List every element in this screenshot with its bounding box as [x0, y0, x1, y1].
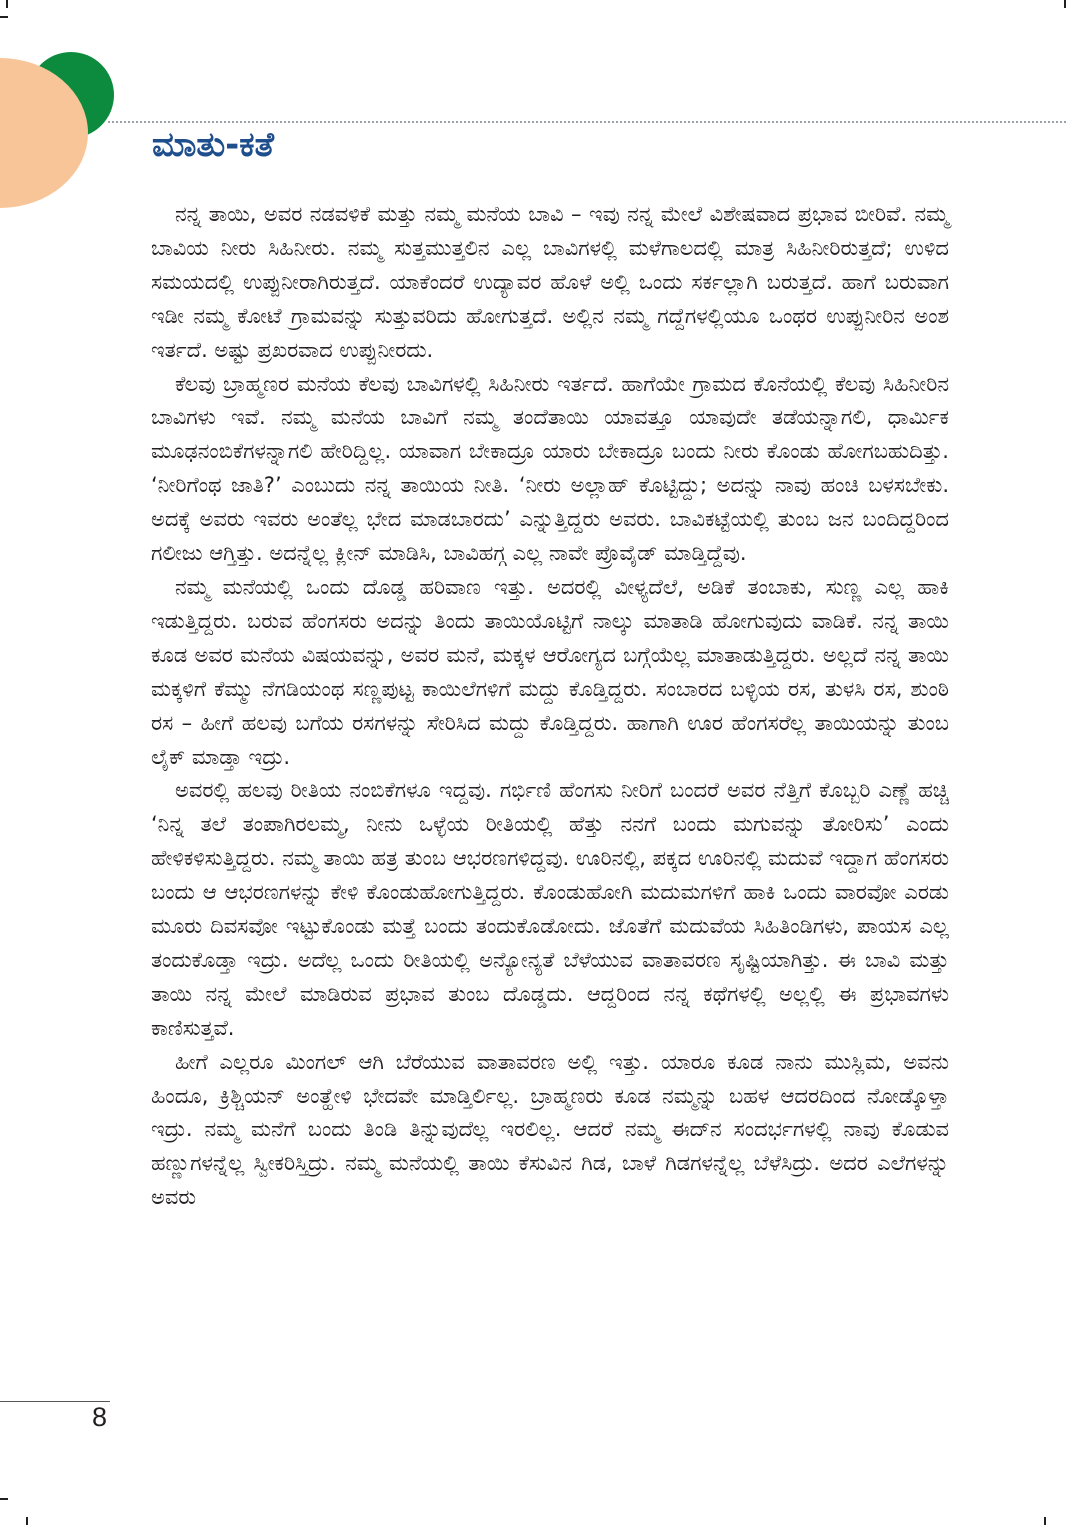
- paragraph: ನನ್ನ ತಾಯಿ, ಅವರ ನಡವಳಿಕೆ ಮತ್ತು ನಮ್ಮ ಮನೆಯ ಬಾವಿ – ಇವು ನನ್ನ ಮೇಲೆ ವಿಶೇಷವಾದ ಪ್ರಭಾವ ಬೀರಿವೆ. ನಮ್ಮ ಬಾವಿಯ ನೀರು ಸಿಹಿನೀರು. ನಮ್ಮ ಸುತ್ತಮುತ್ತಲಿನ ಎಲ್ಲ ಬಾವಿಗಳಲ್ಲಿ ಮಳೆಗಾಲದಲ್ಲಿ ಮಾತ್ರ ಸಿಹಿನೀರಿರುತ್ತದೆ; ಉಳಿದ ಸಮಯದಲ್ಲಿ ಉಪ್ಪುನೀರಾಗಿರುತ್ತದೆ. ಯಾಕೆಂದರೆ ಉದ್ಯಾವರ ಹೊಳೆ ಅಲ್ಲಿ ಒಂದು ಸರ್ಕಲ್ಲಾಗಿ ಬರುತ್ತದೆ. ಹಾಗೆ ಬರುವಾಗ ಇಡೀ ನಮ್ಮ ಕೋಟೆ ಗ್ರಾಮವನ್ನು ಸುತ್ತುವರಿದು ಹೋಗುತ್ತದೆ. ಅಲ್ಲಿನ ನಮ್ಮ ಗದ್ದೆಗಳಲ್ಲಿಯೂ ಒಂಥರ ಉಪ್ಪುನೀರಿನ ಅಂಶ ಇರ್ತದೆ. ಅಷ್ಟು ಪ್ರಖರವಾದ ಉಪ್ಪುನೀರದು.: [151, 202, 949, 362]
- chapter-title: ಮಾತು-ಕತೆ: [152, 125, 274, 165]
- paragraph: ಅವರಲ್ಲಿ ಹಲವು ರೀತಿಯ ನಂಬಿಕೆಗಳೂ ಇದ್ದವು. ಗರ್ಭಿಣಿ ಹೆಂಗಸು ನೀರಿಗೆ ಬಂದರೆ ಅವರ ನೆತ್ತಿಗೆ ಕೊಬ್ಬರಿ ಎಣ್ಣೆ ಹಚ್ಚಿ ‘ನಿನ್ನ ತಲೆ ತಂಪಾಗಿರಲಮ್ಮ, ನೀನು ಒಳ್ಳೆಯ ರೀತಿಯಲ್ಲಿ ಹೆತ್ತು ನನಗೆ ಬಂದು ಮಗುವನ್ನು ತೋರಿಸು’ ಎಂದು ಹೇಳಿಕಳಿಸುತ್ತಿದ್ದರು. ನಮ್ಮ ತಾಯಿ ಹತ್ರ ತುಂಬ ಆಭರಣಗಳಿದ್ದವು. ಊರಿನಲ್ಲಿ, ಪಕ್ಕದ ಊರಿನಲ್ಲಿ ಮದುವೆ ಇದ್ದಾಗ ಹೆಂಗಸರು ಬಂದು ಆ ಆಭರಣಗಳನ್ನು ಕೇಳಿ ಕೊಂಡುಹೋಗುತ್ತಿದ್ದರು. ಕೊಂಡುಹೋಗಿ ಮದುಮಗಳಿಗೆ ಹಾಕಿ ಒಂದು ವಾರವೋ ಎರಡು ಮೂರು ದಿವಸವೋ ಇಟ್ಟುಕೊಂಡು ಮತ್ತೆ ಬಂದು ತಂದುಕೊಡೋದು. ಜೊತೆಗೆ ಮದುವೆಯ ಸಿಹಿತಿಂಡಿಗಳು, ಪಾಯಸ ಎಲ್ಲ ತಂದುಕೊಡ್ತಾ ಇದ್ರು. ಅದೆಲ್ಲ ಒಂದು ರೀತಿಯಲ್ಲಿ ಅನ್ಯೋನ್ಯತೆ ಬೆಳೆಯುವ ವಾತಾವರಣ ಸೃಷ್ಟಿಯಾಗಿತ್ತು. ಈ ಬಾವಿ ಮತ್ತು ತಾಯಿ ನನ್ನ ಮೇಲೆ ಮಾಡಿರುವ ಪ್ರಭಾವ ತುಂಬ ದೊಡ್ಡದು. ಆದ್ದರಿಂದ ನನ್ನ ಕಥೆಗಳಲ್ಲಿ ಅಲ್ಲಲ್ಲಿ ಈ ಪ್ರಭಾವಗಳು ಕಾಣಿಸುತ್ತವೆ.: [151, 778, 949, 1040]
- page-number: 8: [92, 1402, 108, 1432]
- body-text: [151, 198, 949, 1215]
- crop-mark-top-right: [1064, 0, 1066, 8]
- paragraph: ಹೀಗೆ ಎಲ್ಲರೂ ಮಿಂಗಲ್ ಆಗಿ ಬೆರೆಯುವ ವಾತಾವರಣ ಅಲ್ಲಿ ಇತ್ತು. ಯಾರೂ ಕೂಡ ನಾನು ಮುಸ್ಲಿಮ, ಅವನು ಹಿಂದೂ, ಕ್ರಿಶ್ಚಿಯನ್ ಅಂತ್ಹೇಳಿ ಭೇದವೇ ಮಾಡ್ತಿರ್ಲಿಲ್ಲ. ಬ್ರಾಹ್ಮಣರು ಕೂಡ ನಮ್ಮನ್ನು ಬಹಳ ಆದರದಿಂದ ನೋಡ್ಕೊಳ್ತಾ ಇದ್ರು. ನಮ್ಮ ಮನೆಗೆ ಬಂದು ತಿಂಡಿ ತಿನ್ನುವುದೆಲ್ಲ ಇರಲಿಲ್ಲ. ಆದರೆ ನಮ್ಮ ಈದ್‌ನ ಸಂದರ್ಭಗಳಲ್ಲಿ ನಾವು ಕೊಡುವ ಹಣ್ಣುಗಳನ್ನೆಲ್ಲ ಸ್ವೀಕರಿಸ್ತಿದ್ರು. ನಮ್ಮ ಮನೆಯಲ್ಲಿ ತಾಯಿ ಕೆಸುವಿನ ಗಿಡ, ಬಾಳೆ ಗಿಡಗಳನ್ನೆಲ್ಲ ಬೆಳೆಸಿದ್ರು. ಅದರ ಎಲೆಗಳನ್ನು ಅವರು: [151, 1049, 949, 1210]
- crop-mark-top-left-side: [0, 16, 8, 18]
- paragraph: ನಮ್ಮ ಮನೆಯಲ್ಲಿ ಒಂದು ದೊಡ್ಡ ಹರಿವಾಣ ಇತ್ತು. ಅದರಲ್ಲಿ ವೀಳ್ಯದೆಲೆ, ಅಡಿಕೆ ತಂಬಾಕು, ಸುಣ್ಣ ಎಲ್ಲ ಹಾಕಿ ಇಡುತ್ತಿದ್ದರು. ಬರುವ ಹೆಂಗಸರು ಅದನ್ನು ತಿಂದು ತಾಯಿಯೊಟ್ಟಿಗೆ ನಾಲ್ಕು ಮಾತಾಡಿ ಹೋಗುವುದು ವಾಡಿಕೆ. ನನ್ನ ತಾಯಿ ಕೂಡ ಅವರ ಮನೆಯ ವಿಷಯವನ್ನು, ಅವರ ಮನೆ, ಮಕ್ಕಳ ಆರೋಗ್ಯದ ಬಗ್ಗೆಯೆಲ್ಲ ಮಾತಾಡುತ್ತಿದ್ದರು. ಅಲ್ಲದೆ ನನ್ನ ತಾಯಿ ಮಕ್ಕಳಿಗೆ ಕೆಮ್ಮು ನೆಗಡಿಯಂಥ ಸಣ್ಣಪುಟ್ಟ ಕಾಯಿಲೆಗಳಿಗೆ ಮದ್ದು ಕೊಡ್ತಿದ್ದರು. ಸಂಬಾರದ ಬಳ್ಳಿಯ ರಸ, ತುಳಸಿ ರಸ, ಶುಂಠಿ ರಸ – ಹೀಗೆ ಹಲವು ಬಗೆಯ ರಸಗಳನ್ನು ಸೇರಿಸಿದ ಮದ್ದು ಕೊಡ್ತಿದ್ದರು. ಹಾಗಾಗಿ ಊರ ಹೆಂಗಸರೆಲ್ಲ ತಾಯಿಯನ್ನು ತುಂಬ ಲೈಕ್ ಮಾಡ್ತಾ ಇದ್ರು.: [151, 574, 949, 769]
- crop-mark-top-left: [6, 0, 8, 8]
- crop-mark-bottom-left: [0, 1498, 8, 1500]
- crop-mark-bottom-right: [1044, 1517, 1046, 1525]
- crop-mark-bottom-left-foot: [26, 1517, 28, 1525]
- paragraph: ಕೆಲವು ಬ್ರಾಹ್ಮಣರ ಮನೆಯ ಕೆಲವು ಬಾವಿಗಳಲ್ಲಿ ಸಿಹಿನೀರು ಇರ್ತದೆ. ಹಾಗೆಯೇ ಗ್ರಾಮದ ಕೊನೆಯಲ್ಲಿ ಕೆಲವು ಸಿಹಿನೀರಿನ ಬಾವಿಗಳು ಇವೆ. ನಮ್ಮ ಮನೆಯ ಬಾವಿಗೆ ನಮ್ಮ ತಂದೆತಾಯಿ ಯಾವತ್ತೂ ಯಾವುದೇ ತಡೆಯನ್ನಾಗಲಿ, ಧಾರ್ಮಿಕ ಮೂಢನಂಬಿಕೆಗಳನ್ನಾಗಲಿ ಹೇರಿದ್ದಿಲ್ಲ. ಯಾವಾಗ ಬೇಕಾದ್ರೂ ಯಾರು ಬೇಕಾದ್ರೂ ಬಂದು ನೀರು ಕೊಂಡು ಹೋಗಬಹುದಿತ್ತು. ‘ನೀರಿಗೆಂಥ ಜಾತಿ?’ ಎಂಬುದು ನನ್ನ ತಾಯಿಯ ನೀತಿ. ‘ನೀರು ಅಲ್ಲಾಹ್ ಕೊಟ್ಟಿದ್ದು; ಅದನ್ನು ನಾವು ಹಂಚಿ ಬಳಸಬೇಕು. ಅದಕ್ಕೆ ಅವರು ಇವರು ಅಂತೆಲ್ಲ ಭೇದ ಮಾಡಬಾರದು’ ಎನ್ನುತ್ತಿದ್ದರು ಅವರು. ಬಾವಿಕಟ್ಟೆಯಲ್ಲಿ ತುಂಬ ಜನ ಬಂದಿದ್ದರಿಂದ ಗಲೀಜು ಆಗ್ತಿತ್ತು. ಅದನ್ನೆಲ್ಲ ಕ್ಲೀನ್ ಮಾಡಿಸಿ, ಬಾವಿಹಗ್ಗ ಎಲ್ಲ ನಾವೇ ಪ್ರೊವೈಡ್ ಮಾಡ್ತಿದ್ದೆವು.: [151, 371, 949, 566]
